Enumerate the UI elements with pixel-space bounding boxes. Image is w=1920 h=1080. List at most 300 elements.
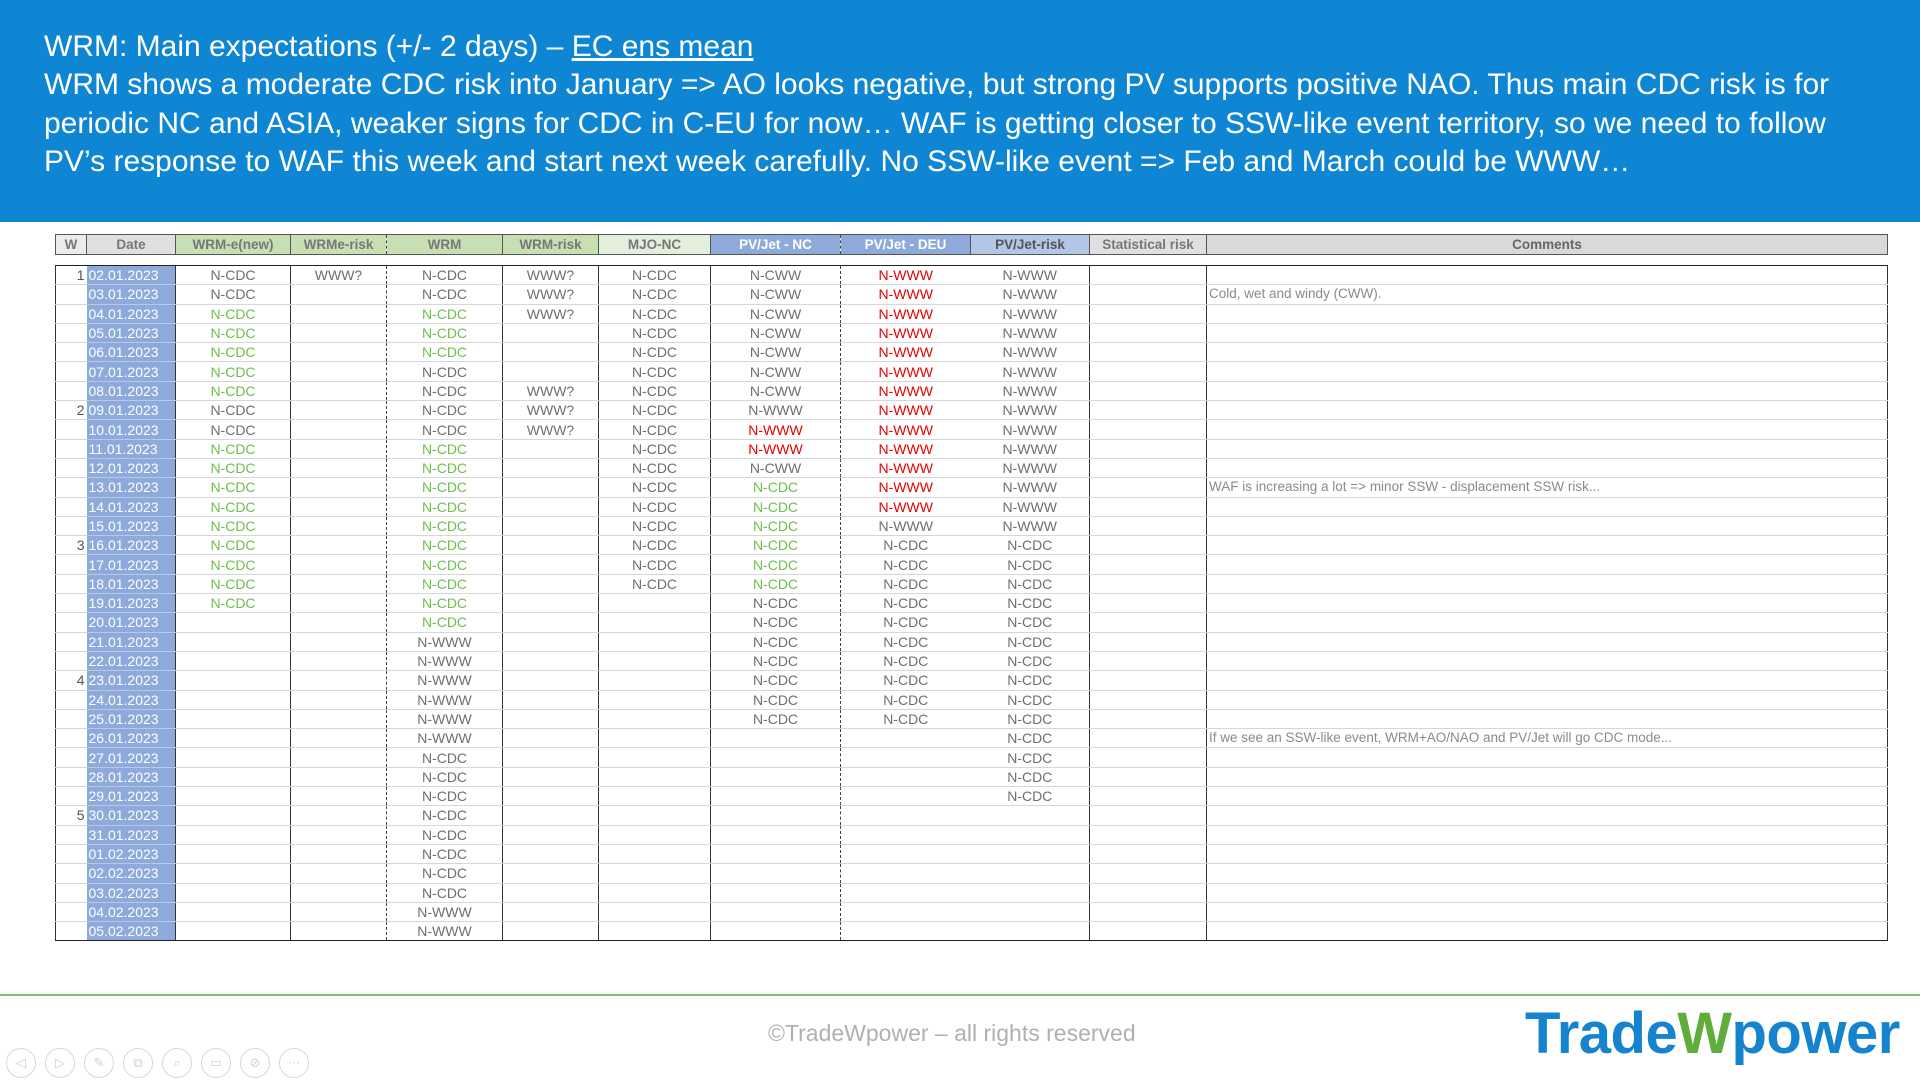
table-row [56,343,1888,362]
cell-wrm-risk [503,729,599,748]
cell-wrm: N-CDC [387,458,503,477]
cell-pvnc: N-CDC [711,613,841,632]
forecast-table [55,234,1888,941]
cell-pvrisk [971,902,1090,921]
cell-pvnc: N-CDC [711,478,841,497]
table-row [56,574,1888,593]
cell-pvdeu: N-CDC [841,613,971,632]
cell-wrme [176,864,291,883]
cell-wrme: N-CDC [176,458,291,477]
week-number-cell [56,343,87,362]
date-cell: 20.01.2023 [87,613,176,632]
pen-icon[interactable]: ✎ [84,1048,114,1078]
week-number-cell [56,748,87,767]
week-number-cell [56,825,87,844]
cell-pvnc [711,922,841,941]
cell-wrm-risk [503,613,599,632]
comment-cell [1207,574,1888,593]
cell-pvdeu: N-WWW [841,401,971,420]
cell-wrme-risk [291,323,387,342]
cell-wrme: N-CDC [176,516,291,535]
cell-wrme-risk [291,497,387,516]
cell-wrm-risk [503,651,599,670]
header-w: W [56,235,87,255]
cell-wrm-risk [503,574,599,593]
cell-mjo: N-CDC [599,574,711,593]
header-comments: Comments [1207,235,1888,255]
table-row [56,420,1888,439]
cell-wrm: N-WWW [387,632,503,651]
comment-cell [1207,594,1888,613]
week-number-cell [56,555,87,574]
cell-mjo: N-CDC [599,555,711,574]
comment-cell [1207,555,1888,574]
cell-wrme-risk [291,343,387,362]
cell-wrm: N-WWW [387,671,503,690]
table-row [56,690,1888,709]
cell-wrm-risk [503,594,599,613]
cell-pvrisk [971,806,1090,825]
comment-cell [1207,806,1888,825]
cell-pvdeu: N-WWW [841,420,971,439]
cell-wrme: N-CDC [176,343,291,362]
cell-wrm-risk: WWW? [503,266,599,285]
cell-wrme-risk [291,555,387,574]
date-cell: 29.01.2023 [87,787,176,806]
cell-pvdeu: N-CDC [841,536,971,555]
cell-pvnc: N-CWW [711,285,841,304]
cell-pvrisk: N-WWW [971,497,1090,516]
summary-text: WRM shows a moderate CDC risk into January => AO looks negative, but strong PV supports positive NAO. Thus main CDC risk is for periodic NC and ASIA, weaker signs for CDC in C-EU for now… WAF is getting closer to SSW-like event territory, so we need to follow PV’s response to WAF this week and start next week carefully. No SSW-like event => Feb and March could be WWW… [44,68,1830,178]
cell-pvrisk: N-WWW [971,381,1090,400]
cell-wrme-risk [291,690,387,709]
cell-mjo: N-CDC [599,343,711,362]
date-cell: 23.01.2023 [87,671,176,690]
date-cell: 03.01.2023 [87,285,176,304]
cell-pvnc: N-CDC [711,594,841,613]
cell-wrme: N-CDC [176,401,291,420]
cell-pvdeu [841,825,971,844]
cell-pvrisk: N-WWW [971,304,1090,323]
cell-mjo: N-CDC [599,285,711,304]
cell-wrme [176,825,291,844]
cell-wrm-risk: WWW? [503,304,599,323]
cell-stat [1090,574,1207,593]
cell-stat [1090,671,1207,690]
cell-wrme-risk [291,883,387,902]
table-row [56,883,1888,902]
cell-mjo: N-CDC [599,381,711,400]
cell-wrm: N-CDC [387,362,503,381]
cell-pvnc [711,729,841,748]
cell-pvdeu: N-WWW [841,323,971,342]
date-cell: 25.01.2023 [87,709,176,728]
date-cell: 24.01.2023 [87,690,176,709]
cell-pvrisk [971,883,1090,902]
cell-wrm: N-WWW [387,651,503,670]
previous-slide-icon[interactable]: ◁ [6,1048,36,1078]
comment-cell [1207,381,1888,400]
table-row [56,516,1888,535]
cell-wrm: N-CDC [387,439,503,458]
cell-mjo [599,844,711,863]
cell-wrme [176,806,291,825]
cell-wrme-risk [291,806,387,825]
cell-pvdeu: N-WWW [841,497,971,516]
table-row [56,594,1888,613]
header-wrm-risk: WRM-risk [503,235,599,255]
cell-wrme [176,883,291,902]
cell-wrme [176,902,291,921]
header-wrme: WRM-e(new) [176,235,291,255]
table-row [56,613,1888,632]
comment-cell [1207,709,1888,728]
cell-pvnc: N-CDC [711,497,841,516]
cell-wrm: N-CDC [387,401,503,420]
cell-pvrisk: N-CDC [971,651,1090,670]
cell-wrm-risk [503,536,599,555]
cell-pvrisk: N-WWW [971,458,1090,477]
comment-cell [1207,516,1888,535]
date-cell: 16.01.2023 [87,536,176,555]
cell-pvnc: N-CDC [711,555,841,574]
date-cell: 21.01.2023 [87,632,176,651]
cell-mjo: N-CDC [599,362,711,381]
cell-wrm-risk [503,787,599,806]
cell-mjo [599,594,711,613]
cell-stat [1090,844,1207,863]
cell-pvrisk [971,922,1090,941]
comment-cell [1207,748,1888,767]
cell-mjo [599,709,711,728]
cell-pvdeu: N-WWW [841,516,971,535]
table-row [56,536,1888,555]
cell-wrme [176,632,291,651]
cell-mjo [599,613,711,632]
table-row [56,362,1888,381]
cell-wrm: N-CDC [387,594,503,613]
subtitles-icon[interactable]: ▭ [201,1048,231,1078]
week-number-cell [56,709,87,728]
cell-wrme-risk [291,748,387,767]
cell-stat [1090,748,1207,767]
cell-pvrisk: N-CDC [971,555,1090,574]
cell-pvdeu: N-WWW [841,381,971,400]
next-slide-icon[interactable]: ▷ [45,1048,75,1078]
cell-wrm-risk [503,864,599,883]
cell-wrme: N-CDC [176,420,291,439]
cell-wrm: N-CDC [387,864,503,883]
more-options-icon[interactable]: ⋯ [279,1048,309,1078]
cell-pvrisk: N-CDC [971,690,1090,709]
comment-cell [1207,671,1888,690]
cell-wrme [176,709,291,728]
cell-pvdeu: N-CDC [841,709,971,728]
comment-cell [1207,825,1888,844]
table-row [56,381,1888,400]
cell-stat [1090,401,1207,420]
table-row [56,497,1888,516]
week-number-cell [56,787,87,806]
cell-pvdeu: N-CDC [841,651,971,670]
cell-stat [1090,497,1207,516]
cell-pvnc: N-WWW [711,439,841,458]
cell-stat [1090,594,1207,613]
cell-stat [1090,285,1207,304]
cell-stat [1090,420,1207,439]
table-row [56,748,1888,767]
cell-wrme-risk [291,632,387,651]
cell-wrme [176,844,291,863]
cell-stat [1090,651,1207,670]
week-number-cell [56,478,87,497]
week-number-cell [56,922,87,941]
table-header-row [56,235,1888,255]
cell-stat [1090,767,1207,786]
table-row [56,651,1888,670]
cell-stat [1090,729,1207,748]
cell-pvdeu: N-CDC [841,594,971,613]
cell-pvdeu [841,922,971,941]
cell-wrm: N-CDC [387,285,503,304]
cell-wrm-risk [503,362,599,381]
date-cell: 09.01.2023 [87,401,176,420]
week-number-cell [56,285,87,304]
cell-pvrisk: N-CDC [971,671,1090,690]
cell-pvdeu: N-WWW [841,266,971,285]
table-row [56,458,1888,477]
slides-icon[interactable]: ⧉ [123,1048,153,1078]
cell-wrm: N-CDC [387,478,503,497]
cell-wrme-risk [291,401,387,420]
cell-stat [1090,536,1207,555]
cell-wrme-risk [291,536,387,555]
cell-mjo [599,651,711,670]
week-number-cell [56,458,87,477]
cell-mjo: N-CDC [599,304,711,323]
cell-pvdeu [841,902,971,921]
slide-title [44,28,753,66]
cell-wrme [176,922,291,941]
copyright-text: ©TradeWpower – all rights reserved [768,1020,1136,1046]
cell-pvnc: N-CDC [711,536,841,555]
cell-stat [1090,902,1207,921]
cell-wrme-risk [291,709,387,728]
cell-pvrisk: N-WWW [971,323,1090,342]
cell-wrm-risk [503,439,599,458]
cell-pvnc: N-CDC [711,516,841,535]
cell-wrme [176,671,291,690]
cell-pvdeu: N-WWW [841,439,971,458]
table-row [56,266,1888,285]
cell-pvnc: N-CWW [711,304,841,323]
date-cell: 02.01.2023 [87,266,176,285]
cell-pvrisk: N-CDC [971,536,1090,555]
week-number-cell [56,516,87,535]
cell-pvdeu [841,883,971,902]
cell-pvdeu [841,748,971,767]
presentation-controls [6,1048,309,1078]
cell-wrm: N-CDC [387,613,503,632]
table-row [56,304,1888,323]
cell-pvdeu: N-CDC [841,671,971,690]
cell-wrme-risk [291,516,387,535]
cell-stat [1090,458,1207,477]
cell-wrm: N-CDC [387,748,503,767]
title-text: WRM: Main expectations (+/- 2 days) – [44,30,572,63]
week-number-cell [56,883,87,902]
header-banner [0,0,1920,222]
cell-stat [1090,613,1207,632]
cell-wrme-risk [291,574,387,593]
comment-cell [1207,362,1888,381]
comment-cell: If we see an SSW-like event, WRM+AO/NAO and PV/Jet will go CDC mode... [1207,729,1888,748]
week-number-cell [56,864,87,883]
table-row [56,709,1888,728]
cell-wrm: N-CDC [387,825,503,844]
cell-stat [1090,304,1207,323]
date-cell: 15.01.2023 [87,516,176,535]
cell-pvnc: N-CWW [711,381,841,400]
date-cell: 05.01.2023 [87,323,176,342]
cell-wrme: N-CDC [176,323,291,342]
week-number-cell [56,594,87,613]
cell-wrm-risk [503,478,599,497]
cell-pvdeu: N-CDC [841,632,971,651]
cell-wrm: N-CDC [387,787,503,806]
cell-stat [1090,632,1207,651]
cell-wrme: N-CDC [176,266,291,285]
title-link[interactable]: EC ens mean [571,30,754,63]
cell-pvnc: N-CDC [711,709,841,728]
comment-cell [1207,439,1888,458]
date-cell: 04.02.2023 [87,902,176,921]
cell-pvnc [711,844,841,863]
cell-wrme [176,748,291,767]
cell-mjo [599,767,711,786]
cell-pvrisk: N-CDC [971,594,1090,613]
cell-pvdeu: N-WWW [841,362,971,381]
comment-cell [1207,536,1888,555]
cell-stat [1090,555,1207,574]
cell-pvrisk [971,844,1090,863]
cell-pvdeu: N-WWW [841,478,971,497]
cell-wrm-risk [503,806,599,825]
week-number-cell [56,844,87,863]
comment-cell [1207,266,1888,285]
camera-off-icon[interactable]: ⊘ [240,1048,270,1078]
cell-pvrisk: N-WWW [971,266,1090,285]
cell-pvdeu [841,864,971,883]
zoom-icon[interactable]: ⌕ [162,1048,192,1078]
cell-wrm-risk [503,748,599,767]
cell-wrme-risk [291,922,387,941]
cell-pvdeu: N-WWW [841,458,971,477]
cell-pvdeu: N-CDC [841,555,971,574]
comment-cell [1207,844,1888,863]
table-row [56,922,1888,941]
comment-cell [1207,497,1888,516]
cell-wrm-risk [503,922,599,941]
cell-pvnc: N-CWW [711,458,841,477]
cell-pvdeu [841,787,971,806]
table-row [56,864,1888,883]
cell-wrm: N-WWW [387,902,503,921]
cell-wrm-risk [503,844,599,863]
cell-mjo: N-CDC [599,420,711,439]
cell-mjo [599,864,711,883]
cell-wrm: N-CDC [387,806,503,825]
table-row [56,632,1888,651]
cell-mjo [599,787,711,806]
cell-stat [1090,787,1207,806]
table-row [56,323,1888,342]
week-number-cell [56,420,87,439]
date-cell: 30.01.2023 [87,806,176,825]
cell-wrme-risk [291,362,387,381]
cell-wrm-risk: WWW? [503,285,599,304]
cell-wrme-risk [291,844,387,863]
cell-wrme: N-CDC [176,362,291,381]
cell-mjo [599,671,711,690]
week-number-cell [56,362,87,381]
comment-cell [1207,787,1888,806]
cell-pvrisk: N-CDC [971,574,1090,593]
cell-wrme: N-CDC [176,381,291,400]
week-number-cell [56,613,87,632]
comment-cell [1207,420,1888,439]
cell-wrme-risk: WWW? [291,266,387,285]
date-cell: 17.01.2023 [87,555,176,574]
cell-wrme: N-CDC [176,285,291,304]
cell-wrm: N-WWW [387,709,503,728]
cell-wrme [176,651,291,670]
week-number-cell [56,304,87,323]
cell-pvnc [711,806,841,825]
table-row [56,439,1888,458]
cell-wrme-risk [291,478,387,497]
cell-mjo [599,825,711,844]
cell-mjo [599,883,711,902]
cell-pvdeu [841,729,971,748]
cell-wrme-risk [291,304,387,323]
cell-wrm: N-CDC [387,343,503,362]
cell-wrme [176,767,291,786]
cell-pvrisk: N-CDC [971,709,1090,728]
cell-pvrisk: N-WWW [971,343,1090,362]
cell-wrme: N-CDC [176,304,291,323]
comment-cell: Cold, wet and windy (CWW). [1207,285,1888,304]
forecast-table-wrap [55,234,1888,941]
date-cell: 04.01.2023 [87,304,176,323]
cell-wrm-risk [503,902,599,921]
comment-cell [1207,922,1888,941]
cell-stat [1090,922,1207,941]
cell-pvnc: N-CDC [711,632,841,651]
cell-wrm-risk [503,497,599,516]
cell-wrme [176,690,291,709]
cell-wrm: N-CDC [387,555,503,574]
date-cell: 02.02.2023 [87,864,176,883]
cell-mjo: N-CDC [599,478,711,497]
week-number-cell [56,632,87,651]
cell-pvnc [711,767,841,786]
cell-pvnc [711,883,841,902]
cell-pvnc: N-CWW [711,323,841,342]
cell-pvrisk: N-WWW [971,420,1090,439]
cell-pvnc [711,787,841,806]
week-number-cell [56,497,87,516]
